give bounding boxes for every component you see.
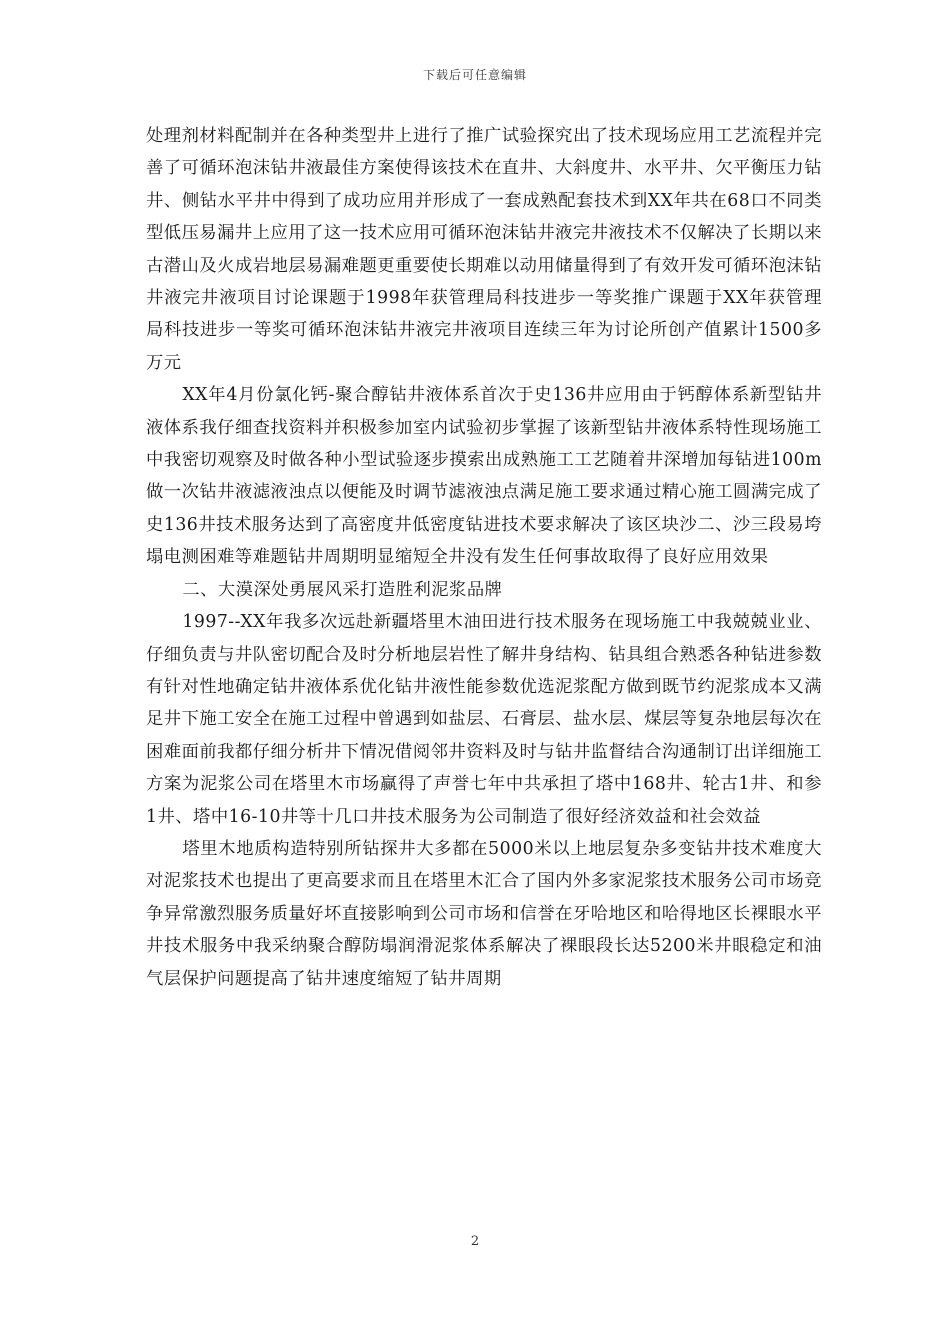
paragraph-calcium-polyol: XX年4月份氯化钙-聚合醇钻井液体系首次于史136井应用由于钙醇体系新型钻井液体系我仔细查找资料并积极参加室内试验初步掌握了该新型钻井液体系特性现场施工中我密切观察及时做各种小型试验逐步摸索出成熟施工工艺随着井深增加每钻进100m做一次钻井液滤液浊点以便能及时调节滤液浊点满足施工要求通过精心施工圆满完成了史136井技术服务达到了高密度井低密度钻进技术要求解决了该区块沙二、沙三段易垮塌电测困难等难题钻井周期明显缩短全井没有发生任何事故取得了良好应用效果 xyxy=(146,385,822,568)
paragraph-xinjiang-service: 1997--XX年我多次远赴新疆塔里木油田进行技术服务在现场施工中我兢兢业业、仔细负责与井队密切配合及时分析地层岩性了解井身结构、钻具组合熟悉各种钻进参数有针对性地确定钻井液体系优化钻井液性能参数优选泥浆配方做到既节约泥浆成本又满足井下施工安全在施工过程中曾遇到如盐层、石膏层、盐水层、煤层等复杂地层每次在困难面前我都仔细分析井下情况借阅邻井资料及时与钻井监督结合沟通制订出详细施工方案为泥浆公司在塔里木市场赢得了声誉七年中共承担了塔中168井、轮古1井、和参1井、塔中16-10井等十几口井技术服务为公司制造了很好经济效益和社会效益 xyxy=(146,612,822,827)
section-heading: 二、大漠深处勇展风采打造胜利泥浆品牌 xyxy=(182,579,503,600)
page-header-note: 下载后可任意编辑 xyxy=(422,68,527,82)
paragraph-tarim-geology: 塔里木地质构造特别所钻探井大多都在5000米以上地层复杂多变钻井技术难度大对泥浆技术也提出了更高要求而且在塔里木汇合了国内外多家泥浆技术服务公司市场竞争异常激烈服务质量好坏直接影响到公司市场和信誉在牙哈地区和哈得地区长裸眼水平井技术服务中我采纳聚合醇防塌润滑泥浆体系解决了裸眼段长达5200米井眼稳定和油气层保护问题提高了钻井速度缩短了钻井周期 xyxy=(146,838,822,989)
paragraph-continued: 处理剂材料配制并在各种类型井上进行了推广试验探究出了技术现场应用工艺流程并完善了可循环泡沫钻井液最佳方案使得该技术在直井、大斜度井、水平井、欠平衡压力钻井、侧钻水平井中得到了成功应用并形成了一套成熟配套技术到XX年共在68口不同类型低压易漏井上应用了这一技术应用可循环泡沫钻井液完井液技术不仅解决了长期以来古潜山及火成岩地层易漏难题更重要使长期难以动用储量得到了有效开发可循环泡沫钻井液完井液项目讨论课题于1998年获管理局科技进步一等奖推广课题于XX年获管理局科技进步一等奖可循环泡沫钻井液完井液项目连续三年为讨论所创产值累计1500多万元 xyxy=(146,126,822,373)
document-body xyxy=(146,120,822,995)
page-number: 2 xyxy=(470,1234,480,1249)
